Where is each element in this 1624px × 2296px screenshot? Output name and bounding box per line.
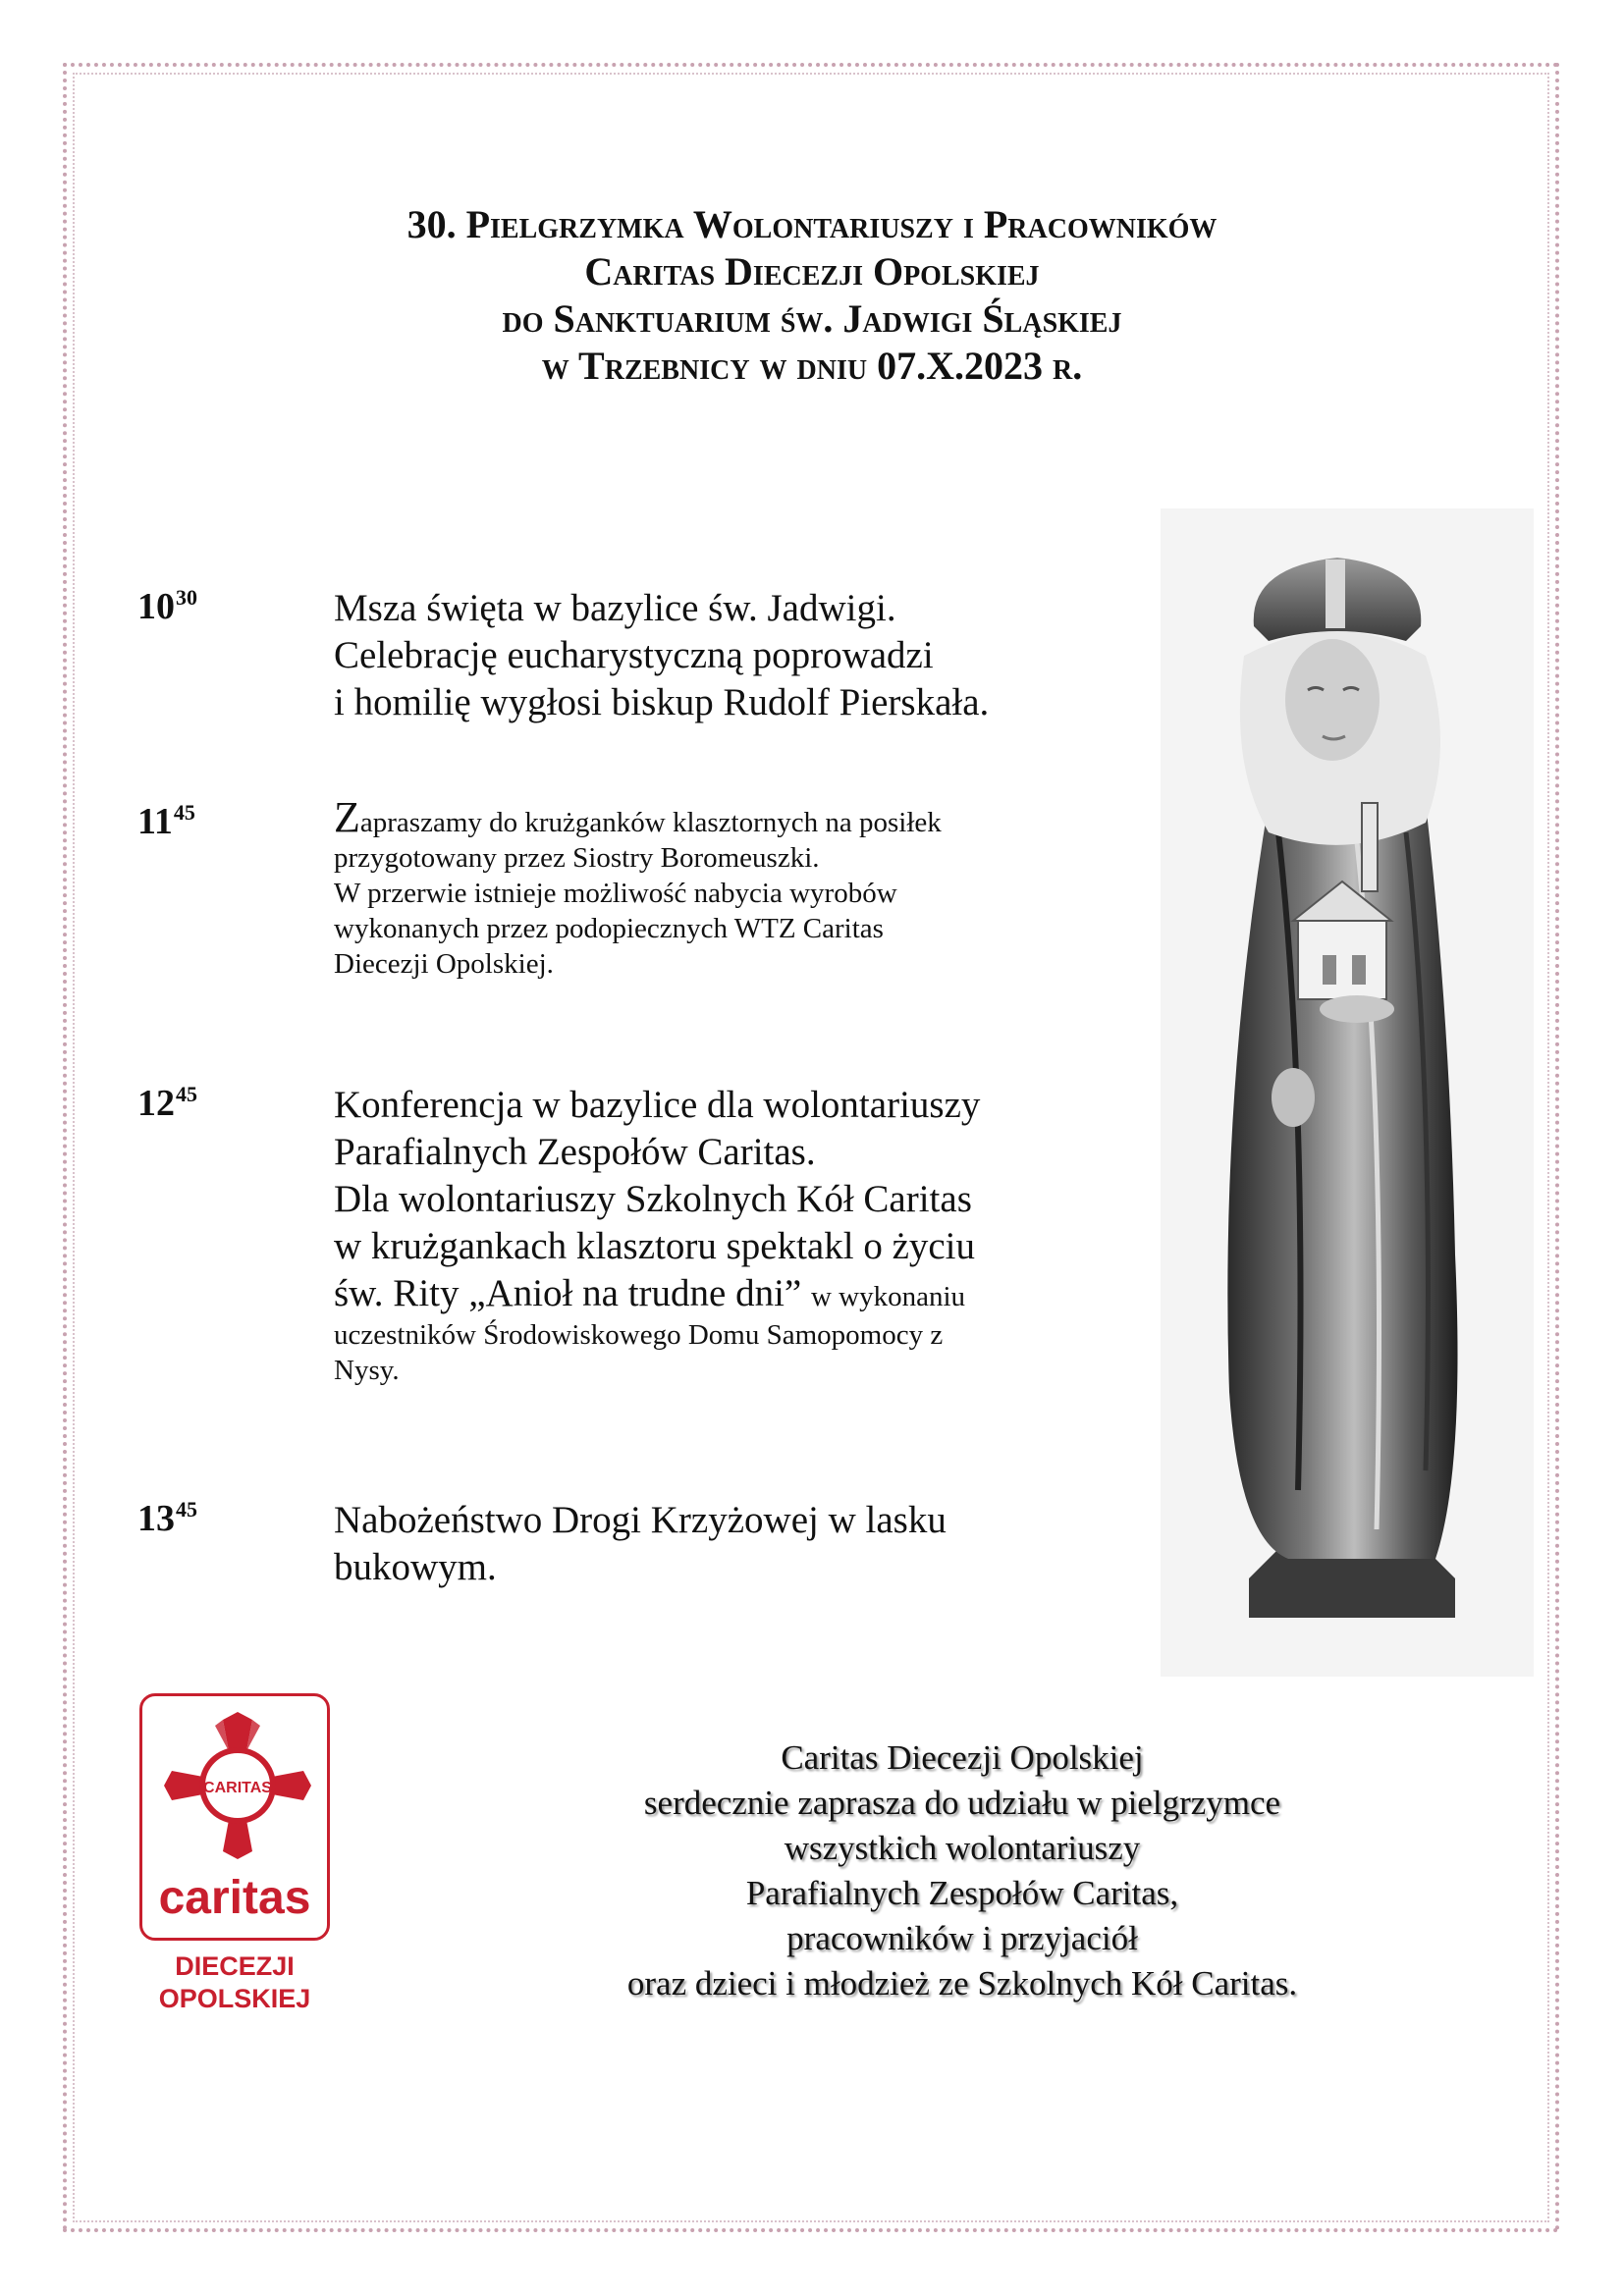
event-line	[334, 793, 1218, 841]
title-line-3: do Sanktuarium św. Jadwigi Śląskiej	[502, 296, 1122, 341]
event-minutes: 45	[173, 800, 195, 825]
event-line: Parafialnych Zespołów Caritas.	[334, 1131, 816, 1173]
page-title	[0, 201, 1624, 390]
event-minutes: 30	[176, 585, 197, 610]
event-line: Diecezji Opolskiej.	[334, 948, 554, 980]
event-hour: 12	[137, 1083, 175, 1124]
event-description	[334, 793, 1218, 982]
event-line-big: św. Rity „Anioł na trudne dni”	[334, 1272, 802, 1314]
logo-subtitle-line: OPOLSKIEJ	[158, 1984, 311, 2013]
invitation-line: oraz dzieci i młodzież ze Szkolnych Kół Caritas.	[626, 1964, 1298, 2002]
title-line-4: w Trzebnicy w dniu 07.X.2023 r.	[541, 344, 1083, 388]
event-time	[137, 800, 195, 843]
event-line: uczestników Środowiskowego Domu Samopomocy z	[334, 1319, 944, 1351]
logo-cross-text: CARITAS	[203, 1780, 272, 1796]
invitation-line: Caritas Diecezji Opolskiej	[781, 1738, 1144, 1777]
invitation-text	[471, 1735, 1453, 2006]
event-line: Nabożeństwo Drogi Krzyżowej w lasku	[334, 1499, 947, 1541]
event-hour: 10	[137, 586, 175, 627]
event-description	[334, 1497, 1218, 1591]
invitation-line: Parafialnych Zespołów Caritas,	[745, 1874, 1179, 1912]
event-line: Msza święta w bazylice św. Jadwigi.	[334, 587, 896, 629]
invitation-line: pracowników i przyjaciół	[786, 1919, 1138, 1957]
event-hour: 13	[137, 1498, 175, 1539]
event-minutes: 45	[176, 1497, 197, 1522]
event-line	[334, 1270, 1218, 1317]
caritas-flame-cross-icon	[164, 1712, 311, 1859]
event-line-small: w wykonaniu	[810, 1281, 966, 1312]
event-line: wykonanych przez podopiecznych WTZ Caritas	[334, 913, 884, 944]
event-line-rest: apraszamy do krużganków klasztornych na posiłek	[359, 807, 942, 838]
event-time	[137, 1082, 197, 1125]
event-line: W przerwie istnieje możliwość nabycia wyrobów	[334, 878, 897, 909]
statue-illustration	[1161, 508, 1534, 1677]
event-hour: 11	[137, 801, 173, 842]
title-line-1: 30. Pielgrzymka Wolontariuszy i Pracowników	[406, 202, 1218, 246]
event-line: w krużgankach klasztoru spektakl o życiu	[334, 1225, 976, 1267]
event-description	[334, 585, 1218, 726]
event-line: Konferencja w bazylice dla wolontariuszy	[334, 1084, 981, 1126]
event-time	[137, 1497, 197, 1540]
event-time	[137, 585, 197, 628]
logo-word: caritas	[158, 1872, 311, 1924]
event-line: przygotowany przez Siostry Boromeuszki.	[334, 842, 820, 874]
event-line: i homilię wygłosi biskup Rudolf Pierskała.	[334, 681, 990, 723]
event-line: Celebrację eucharystyczną poprowadzi	[334, 634, 934, 676]
event-line: Nysy.	[334, 1355, 400, 1386]
saint-hedwig-statue-image	[1161, 508, 1534, 1677]
caritas-logo	[139, 1693, 330, 1941]
event-minutes: 45	[176, 1082, 197, 1106]
event-line: bukowym.	[334, 1546, 497, 1588]
invitation-line: wszystkich wolontariuszy	[784, 1829, 1141, 1867]
logo-subtitle	[139, 1950, 330, 2015]
event-line: Dla wolontariuszy Szkolnych Kół Caritas	[334, 1178, 972, 1220]
drop-initial: Z	[334, 793, 360, 841]
invitation-line: serdecznie zaprasza do udziału w pielgrzymce	[643, 1784, 1281, 1822]
logo-subtitle-line: DIECEZJI	[175, 1951, 295, 1981]
event-description	[334, 1082, 1218, 1388]
title-line-2: Caritas Diecezji Opolskiej	[584, 249, 1040, 294]
